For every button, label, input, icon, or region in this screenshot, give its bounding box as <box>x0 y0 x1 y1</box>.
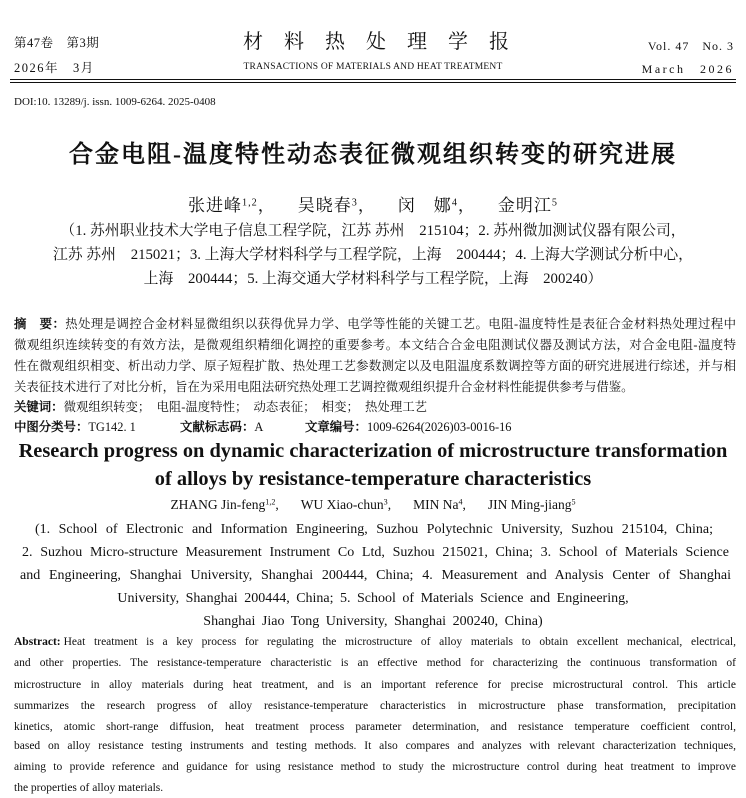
author-en <box>488 497 576 512</box>
article-number <box>305 420 512 435</box>
author-name: ZHANG Jin-feng <box>170 497 266 512</box>
author-affiliation-mark: 4 <box>451 197 458 209</box>
author-cn <box>498 196 558 215</box>
affiliation-en-line: and Engineering, Shanghai University, Shanghai 200444, China; 4. Measurement and Analysis Center of Shanghai <box>20 568 731 583</box>
affiliation-en-line: University, Shanghai 200444, China; 5. School of Materials Science and Engineering, <box>117 591 629 606</box>
article-number-label: 文章编号： <box>305 420 367 434</box>
abstract-cn-line: 性在微观组织相变、析出动力学、原子短程扩散、热处理工艺参数测定以及电阻温度系数调控等方面的研究进展进行综述，并与相 <box>14 359 736 373</box>
document-code-value: A <box>254 420 264 434</box>
article-number-value: 1009-6264(2026)03-0016-16 <box>366 420 512 434</box>
abstract-cn-line: 关表征技术进行了对比分析，旨在为采用电阻法研究热处理工艺调控微观组织提升合金材料性能提供参考与借鉴。 <box>14 380 634 394</box>
affiliation-cn-line: 上海 200444；5. 上海交通大学材料科学与工程学院，上海 200240） <box>143 271 603 287</box>
journal-title-cn: 材料热处理学报 <box>243 31 530 53</box>
abstract-en-line: and other properties. The resistance-temperature characteristic is an effective method for characterizing the continuous transformation of <box>14 657 736 669</box>
author-name: 吴晓春 <box>297 196 352 215</box>
abstract-cn-text: 热处理是调控合金材料显微组织以获得优异力学、电学等性能的关键工艺。电阻-温度特性是表征合金材料热处理过程中 <box>65 317 736 331</box>
abstract-cn-line <box>14 317 736 332</box>
author-affiliation-mark: 4 <box>458 497 463 507</box>
article-title-en-line: of alloys by resistance-temperature characteristics <box>154 468 592 490</box>
author-affiliation-mark: 3 <box>351 197 358 209</box>
article-title-en-line: Research progress on dynamic characterization of microstructure transformation <box>18 440 728 462</box>
abstract-cn-label: 摘 要： <box>14 317 66 331</box>
issue-date-cn: 2026年 3月 <box>14 61 95 75</box>
author-name: 闵 娜 <box>397 196 452 215</box>
author-separator: ， <box>357 196 376 215</box>
author-affiliation-mark: 5 <box>571 497 576 507</box>
author-separator: , <box>275 497 279 512</box>
author-en <box>170 497 300 512</box>
volume-issue-en: Vol. 47 No. 3 <box>647 39 734 53</box>
affiliation-en-line: Shanghai Jiao Tong University, Shanghai 200240, China) <box>203 614 543 629</box>
author-name: 金明江 <box>497 196 552 215</box>
article-title-cn: 合金电阻-温度特性动态表征微观组织转变的研究进展 <box>69 142 677 168</box>
clc-label: 中图分类号： <box>14 420 89 434</box>
abstract-en-line: based on alloy resistance testing instruments and testing methods. It also compares and analyzes with relevant characterization techniques, <box>14 740 736 752</box>
affiliation-en-line: 2. Suzhou Micro-structure Measurement Instrument Co Ltd, Suzhou 215021, China; 3. School of Materials Science <box>22 545 729 560</box>
authors-en <box>0 497 746 513</box>
keywords-label: 关键词： <box>14 400 64 414</box>
author-name: JIN Ming-jiang <box>487 497 572 512</box>
author-separator: , <box>387 497 392 512</box>
author-name: WU Xiao-chun <box>300 497 384 512</box>
abstract-en-text: Heat treatment is a key process for regulating the microstructure of alloy materials to obtain excellent mechanical, electrical, <box>63 636 736 648</box>
author-affiliation-mark: 1,2 <box>265 497 276 507</box>
abstract-cn-line: 微观组织连续转变的有效方法，是微观组织精细化调控的重要参考。本文结合合金电阻测试仪器及测试方法，对合金电阻-温度特 <box>14 338 736 352</box>
document-code-label: 文献标志码： <box>180 420 255 434</box>
issue-date-en: March 2026 <box>641 62 734 76</box>
author-affiliation-mark: 1,2 <box>241 197 258 209</box>
affiliation-en-line: (1. School of Electronic and Information Engineering, Suzhou Polytechnic University, Suzhou 215104, China; <box>35 522 713 537</box>
journal-title-en: TRANSACTIONS OF MATERIALS AND HEAT TREATMENT <box>243 62 503 72</box>
author-cn <box>188 196 298 215</box>
abstract-en-line: aiming to provide reference and guidance for using resistance method to study the microstructure control during heat treatment to improve <box>14 761 736 773</box>
author-affiliation-mark: 5 <box>551 197 558 209</box>
affiliation-cn-line: （1. 苏州职业技术大学电子信息工程学院，江苏 苏州 215104；2. 苏州微加测试仪器有限公司， <box>60 223 686 239</box>
keywords-cn <box>14 400 427 415</box>
author-separator: , <box>462 497 466 512</box>
header-double-rule <box>10 79 736 83</box>
authors-cn <box>0 196 746 216</box>
abstract-en-line: summarizes the research progress of alloy resistance-temperature characteristics in microstructure phase transformation, precipitation <box>14 700 736 712</box>
abstract-en-label: Abstract: <box>14 636 61 648</box>
author-name: MIN Na <box>413 497 459 512</box>
author-cn <box>298 196 398 215</box>
document-code <box>180 420 263 435</box>
author-name: 张进峰 <box>187 196 242 215</box>
clc-value: TG142. 1 <box>88 420 136 434</box>
abstract-en-line <box>14 636 736 650</box>
keywords-value: 微观组织转变； 电阻-温度特性； 动态表征； 相变； 热处理工艺 <box>63 400 427 414</box>
volume-issue-cn: 第47卷 第3期 <box>14 36 100 50</box>
abstract-en-line: kinetics, atomic short-range diffusion, heat treatment process parameter determination, and resistance temperature coefficient control, <box>14 721 736 733</box>
abstract-en-line: microstructure in alloy materials during heat treatment, and is an important reference for precise microstructural control. This article <box>14 679 736 691</box>
doi: DOI:10. 13289/j. issn. 1009-6264. 2025-0408 <box>14 96 216 108</box>
author-cn <box>398 196 498 215</box>
author-affiliation-mark: 3 <box>383 497 388 507</box>
abstract-en-line: the properties of alloy materials. <box>14 782 164 794</box>
affiliation-cn-line: 江苏 苏州 215021；3. 上海大学材料科学与工程学院，上海 200444；4. 上海大学测试分析中心， <box>53 247 693 263</box>
clc-number <box>14 420 136 435</box>
author-separator: ， <box>257 196 276 215</box>
author-en <box>301 497 413 512</box>
author-separator: ， <box>457 196 476 215</box>
author-en <box>413 497 488 512</box>
